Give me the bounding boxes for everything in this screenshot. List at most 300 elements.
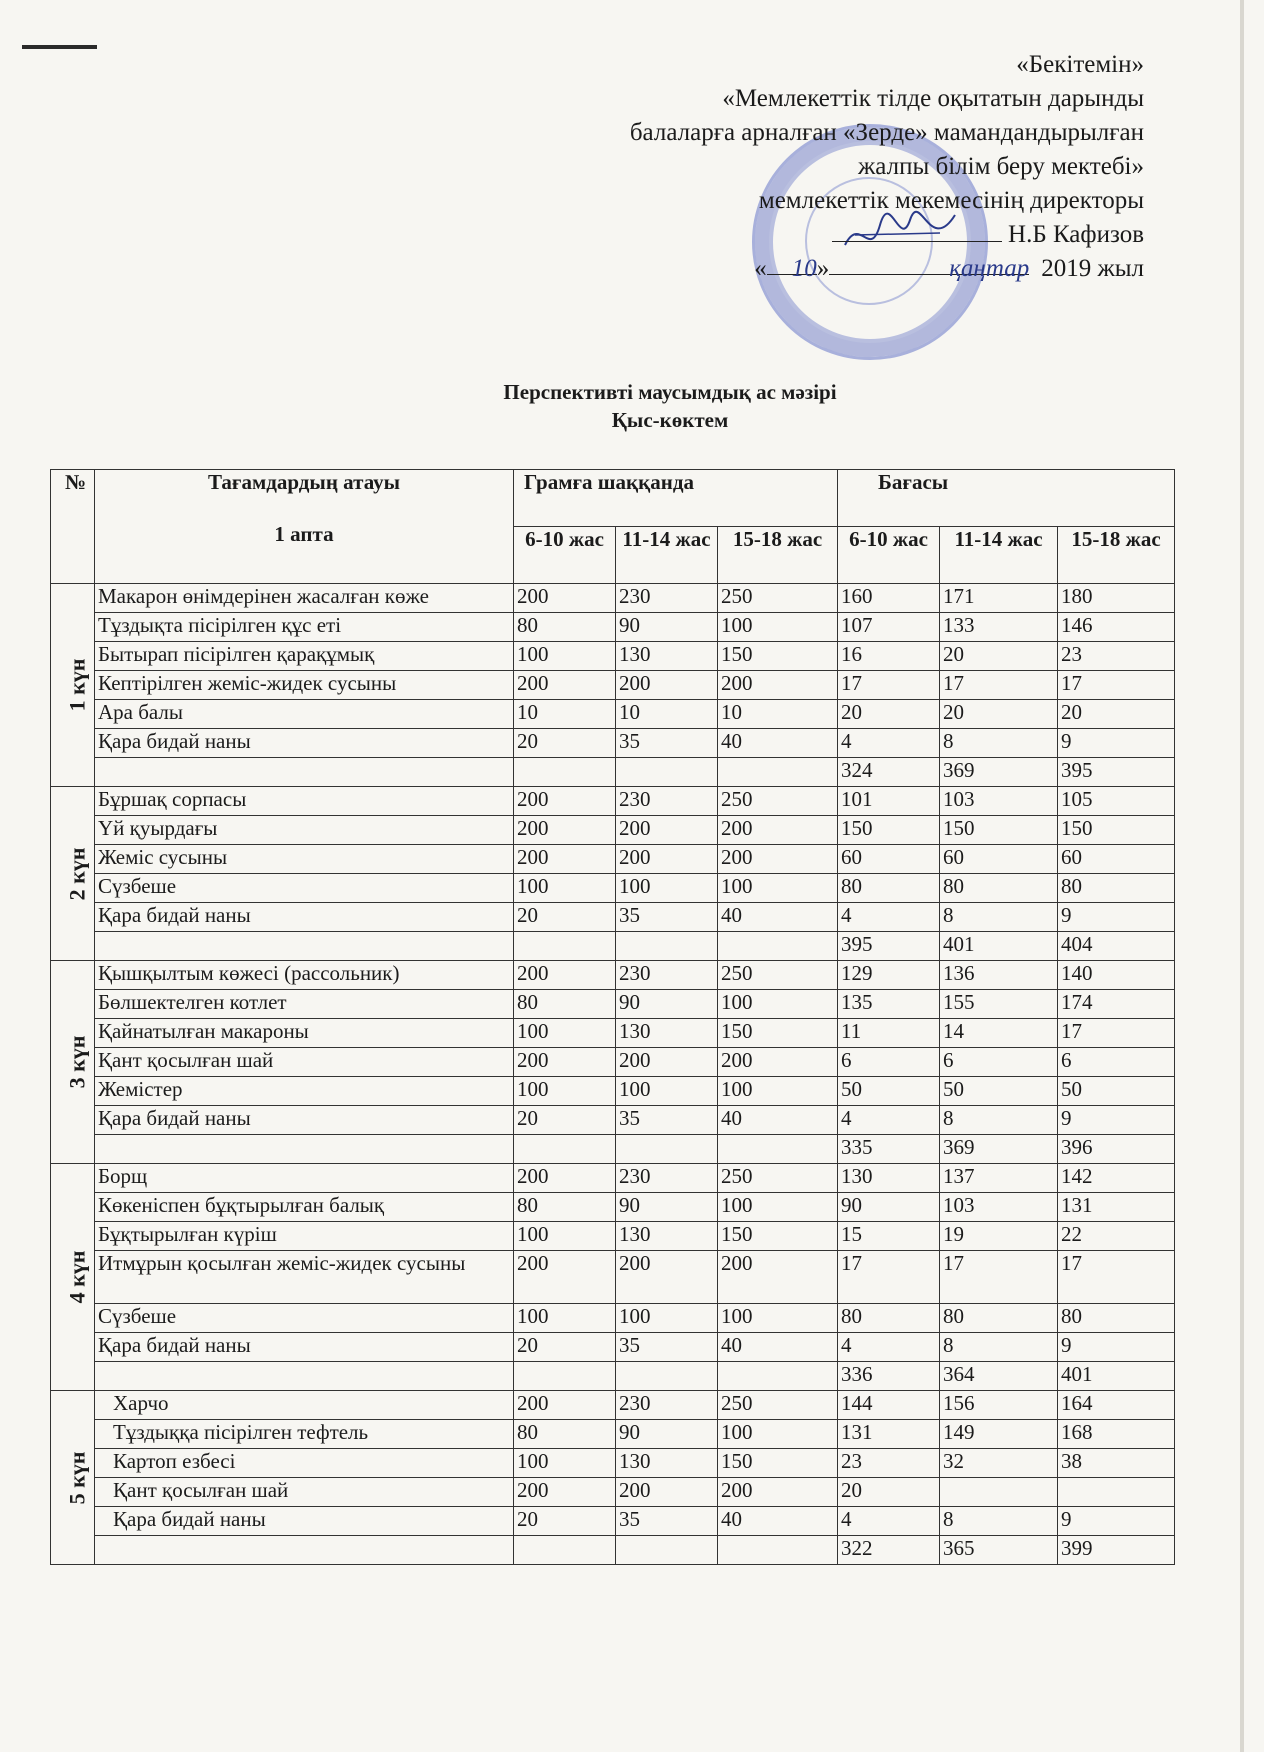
gram-cell: 250 <box>718 584 838 613</box>
gram-cell: 90 <box>616 1420 718 1449</box>
gram-cell: 35 <box>616 1507 718 1536</box>
empty-cell <box>95 758 514 787</box>
dish-name: Үй қуырдағы <box>95 816 514 845</box>
day-label-cell <box>51 1391 95 1565</box>
approval-block <box>630 48 1144 286</box>
price-cell: 156 <box>940 1391 1058 1420</box>
gram-cell: 130 <box>616 1019 718 1048</box>
day-total: 369 <box>940 758 1058 787</box>
price-cell: 155 <box>940 990 1058 1019</box>
dish-name: Тұздыққа пісірілген тефтель <box>95 1420 514 1449</box>
gram-cell: 150 <box>718 1222 838 1251</box>
age-header: 6-10 жас <box>514 527 616 584</box>
day-total-row <box>51 1536 1175 1565</box>
price-cell: 131 <box>1058 1193 1175 1222</box>
price-cell: 80 <box>1058 1304 1175 1333</box>
gram-cell: 200 <box>616 845 718 874</box>
price-cell: 80 <box>838 874 940 903</box>
price-cell: 23 <box>838 1449 940 1478</box>
gram-cell: 40 <box>718 903 838 932</box>
gram-cell: 100 <box>514 642 616 671</box>
gram-cell: 40 <box>718 729 838 758</box>
director-name: Н.Б Кафизов <box>1008 221 1144 248</box>
price-cell: 137 <box>940 1164 1058 1193</box>
price-cell: 180 <box>1058 584 1175 613</box>
day-total: 369 <box>940 1135 1058 1164</box>
gram-cell: 230 <box>616 1391 718 1420</box>
dish-name: Бұқтырылған күріш <box>95 1222 514 1251</box>
price-cell: 23 <box>1058 642 1175 671</box>
price-cell: 50 <box>1058 1077 1175 1106</box>
gram-cell: 90 <box>616 1193 718 1222</box>
header-num: № <box>51 470 95 584</box>
price-cell: 149 <box>940 1420 1058 1449</box>
price-cell: 9 <box>1058 903 1175 932</box>
document-title <box>0 378 1264 434</box>
price-cell: 103 <box>940 1193 1058 1222</box>
price-cell: 146 <box>1058 613 1175 642</box>
price-cell: 9 <box>1058 729 1175 758</box>
empty-cell <box>616 932 718 961</box>
price-cell: 8 <box>940 1106 1058 1135</box>
dish-name: Қара бидай наны <box>95 1507 514 1536</box>
dish-row <box>51 874 1175 903</box>
gram-cell: 100 <box>616 1077 718 1106</box>
price-cell: 131 <box>838 1420 940 1449</box>
subtitle-line: Қыс-көктем <box>611 408 729 432</box>
empty-cell <box>616 1362 718 1391</box>
gram-cell: 100 <box>514 1449 616 1478</box>
dish-row <box>51 1304 1175 1333</box>
gram-cell: 40 <box>718 1106 838 1135</box>
gram-cell: 90 <box>616 990 718 1019</box>
day-total-row <box>51 1135 1175 1164</box>
day-total: 395 <box>1058 758 1175 787</box>
day-total-row <box>51 758 1175 787</box>
price-cell: 4 <box>838 1106 940 1135</box>
gram-cell: 150 <box>718 1019 838 1048</box>
gram-cell: 130 <box>616 642 718 671</box>
price-cell: 80 <box>1058 874 1175 903</box>
dish-row <box>51 961 1175 990</box>
gram-cell: 200 <box>514 787 616 816</box>
price-cell: 60 <box>1058 845 1175 874</box>
day-label-cell <box>51 584 95 787</box>
price-cell: 32 <box>940 1449 1058 1478</box>
dish-name: Тұздықта пісірілген құс еті <box>95 613 514 642</box>
gram-cell: 200 <box>514 584 616 613</box>
price-cell: 9 <box>1058 1106 1175 1135</box>
price-cell: 103 <box>940 787 1058 816</box>
gram-cell: 200 <box>514 1251 616 1304</box>
age-header: 6-10 жас <box>838 527 940 584</box>
dish-name: Ара балы <box>95 700 514 729</box>
gram-cell: 200 <box>514 1048 616 1077</box>
empty-cell <box>95 932 514 961</box>
price-cell: 8 <box>940 1333 1058 1362</box>
gram-cell: 200 <box>718 1478 838 1507</box>
gram-cell: 200 <box>718 1251 838 1304</box>
header-row <box>51 470 1175 527</box>
gram-cell: 250 <box>718 787 838 816</box>
price-cell <box>940 1478 1058 1507</box>
day-total: 336 <box>838 1362 940 1391</box>
gram-cell: 150 <box>718 1449 838 1478</box>
dish-row <box>51 787 1175 816</box>
gram-cell: 200 <box>718 845 838 874</box>
header-dishes: Тағамдардың атауы 1 апта <box>95 470 514 584</box>
price-cell: 6 <box>940 1048 1058 1077</box>
date-year: 2019 жыл <box>1041 255 1144 282</box>
gram-cell: 150 <box>718 642 838 671</box>
price-cell: 144 <box>838 1391 940 1420</box>
dish-row <box>51 1507 1175 1536</box>
day-label-cell <box>51 961 95 1164</box>
day-label: 2 күн <box>64 847 90 900</box>
gram-cell: 100 <box>718 874 838 903</box>
gram-cell: 200 <box>718 671 838 700</box>
empty-cell <box>718 1135 838 1164</box>
gram-cell: 230 <box>616 787 718 816</box>
price-cell: 60 <box>838 845 940 874</box>
price-cell: 19 <box>940 1222 1058 1251</box>
dish-row <box>51 903 1175 932</box>
price-cell: 164 <box>1058 1391 1175 1420</box>
day-total: 396 <box>1058 1135 1175 1164</box>
gram-cell: 100 <box>616 1304 718 1333</box>
price-cell: 17 <box>838 671 940 700</box>
empty-cell <box>514 932 616 961</box>
day-total: 335 <box>838 1135 940 1164</box>
dish-row <box>51 1106 1175 1135</box>
price-cell: 6 <box>1058 1048 1175 1077</box>
day-total: 365 <box>940 1536 1058 1565</box>
day-total: 324 <box>838 758 940 787</box>
dish-name: Қайнатылған макароны <box>95 1019 514 1048</box>
gram-cell: 200 <box>616 1478 718 1507</box>
gram-cell: 230 <box>616 961 718 990</box>
dish-name: Жеміс сусыны <box>95 845 514 874</box>
dish-row <box>51 613 1175 642</box>
gram-cell: 200 <box>616 1048 718 1077</box>
dish-row <box>51 1449 1175 1478</box>
day-label: 1 күн <box>64 658 90 712</box>
day-label: 4 күн <box>64 1250 90 1304</box>
day-label: 5 күн <box>64 1451 90 1504</box>
price-cell: 150 <box>940 816 1058 845</box>
price-cell: 168 <box>1058 1420 1175 1449</box>
price-cell: 90 <box>838 1193 940 1222</box>
dish-row <box>51 1478 1175 1507</box>
empty-cell <box>514 758 616 787</box>
price-cell: 80 <box>940 1304 1058 1333</box>
empty-cell <box>718 758 838 787</box>
gram-cell: 250 <box>718 961 838 990</box>
gram-cell: 35 <box>616 1333 718 1362</box>
dish-row <box>51 1019 1175 1048</box>
price-cell: 142 <box>1058 1164 1175 1193</box>
gram-cell: 80 <box>514 1420 616 1449</box>
day-total: 404 <box>1058 932 1175 961</box>
gram-cell: 200 <box>514 671 616 700</box>
gram-cell: 250 <box>718 1164 838 1193</box>
price-cell: 8 <box>940 903 1058 932</box>
dish-row <box>51 584 1175 613</box>
price-cell: 174 <box>1058 990 1175 1019</box>
empty-cell <box>616 1536 718 1565</box>
dish-name: Кептірілген жеміс-жидек сусыны <box>95 671 514 700</box>
empty-cell <box>718 932 838 961</box>
price-cell: 8 <box>940 1507 1058 1536</box>
dish-row <box>51 700 1175 729</box>
price-cell: 135 <box>838 990 940 1019</box>
dish-row <box>51 1420 1175 1449</box>
approval-heading: «Бекітемін» <box>1016 51 1144 78</box>
gram-cell: 20 <box>514 903 616 932</box>
price-cell: 20 <box>940 700 1058 729</box>
price-cell <box>1058 1478 1175 1507</box>
price-cell: 4 <box>838 729 940 758</box>
gram-cell: 80 <box>514 613 616 642</box>
dish-row <box>51 845 1175 874</box>
gram-cell: 100 <box>718 1420 838 1449</box>
gram-cell: 100 <box>718 613 838 642</box>
day-total: 322 <box>838 1536 940 1565</box>
approval-line: мемлекеттік мекемесінің директоры <box>758 187 1144 214</box>
price-cell: 20 <box>940 642 1058 671</box>
price-cell: 9 <box>1058 1507 1175 1536</box>
gram-cell: 20 <box>514 1106 616 1135</box>
dish-name: Қара бидай наны <box>95 1106 514 1135</box>
dish-name: Борщ <box>95 1164 514 1193</box>
menu-body <box>51 584 1175 1565</box>
price-cell: 50 <box>838 1077 940 1106</box>
dish-name: Картоп езбесі <box>95 1449 514 1478</box>
dish-row <box>51 1193 1175 1222</box>
header-grams: Грамға шаққанда <box>514 470 838 527</box>
approval-line: «Мемлекеттік тілде оқытатын дарынды <box>722 85 1144 112</box>
gram-cell: 200 <box>616 816 718 845</box>
dish-row <box>51 729 1175 758</box>
price-cell: 17 <box>1058 1251 1175 1304</box>
day-label-cell <box>51 1164 95 1391</box>
date-day: 10 <box>767 252 817 275</box>
gram-cell: 130 <box>616 1449 718 1478</box>
header-week: 1 апта <box>274 522 334 546</box>
gram-cell: 250 <box>718 1391 838 1420</box>
age-header: 15-18 жас <box>1058 527 1175 584</box>
dish-name: Қара бидай наны <box>95 903 514 932</box>
gram-cell: 20 <box>514 729 616 758</box>
gram-cell: 200 <box>514 816 616 845</box>
price-cell: 17 <box>1058 1019 1175 1048</box>
dish-name: Қышқылтым көжесі (рассольник) <box>95 961 514 990</box>
dish-name: Макарон өнімдерінен жасалған көже <box>95 584 514 613</box>
gram-cell: 80 <box>514 990 616 1019</box>
dish-row <box>51 1391 1175 1420</box>
gram-cell: 100 <box>718 1193 838 1222</box>
gram-cell: 100 <box>718 990 838 1019</box>
gram-cell: 35 <box>616 903 718 932</box>
empty-cell <box>95 1362 514 1391</box>
date-month: қаңтар <box>829 252 1029 275</box>
gram-cell: 10 <box>514 700 616 729</box>
gram-cell: 100 <box>718 1304 838 1333</box>
dish-name: Сүзбеше <box>95 874 514 903</box>
dish-name: Харчо <box>95 1391 514 1420</box>
price-cell: 136 <box>940 961 1058 990</box>
dish-name: Бытырап пісірілген қарақұмық <box>95 642 514 671</box>
approval-date: « 10» қаңтар 2019 жыл <box>630 252 1144 286</box>
empty-cell <box>95 1135 514 1164</box>
price-cell: 6 <box>838 1048 940 1077</box>
day-total-row <box>51 932 1175 961</box>
gram-cell: 35 <box>616 1106 718 1135</box>
price-cell: 133 <box>940 613 1058 642</box>
gram-cell: 230 <box>616 1164 718 1193</box>
dish-row <box>51 1222 1175 1251</box>
dish-row <box>51 990 1175 1019</box>
dish-row <box>51 1333 1175 1362</box>
gram-cell: 40 <box>718 1333 838 1362</box>
gram-cell: 230 <box>616 584 718 613</box>
gram-cell: 130 <box>616 1222 718 1251</box>
age-header: 15-18 жас <box>718 527 838 584</box>
approval-line: балаларға арналған «Зерде» мамандандырылған <box>629 119 1144 146</box>
empty-cell <box>95 1536 514 1565</box>
approval-line: жалпы білім беру мектебі» <box>858 153 1144 180</box>
gram-cell: 10 <box>616 700 718 729</box>
dish-row <box>51 642 1175 671</box>
gram-cell: 200 <box>514 961 616 990</box>
gram-cell: 35 <box>616 729 718 758</box>
price-cell: 20 <box>1058 700 1175 729</box>
menu-table <box>50 469 1175 1565</box>
gram-cell: 100 <box>514 1019 616 1048</box>
corner-mark <box>22 45 97 49</box>
empty-cell <box>718 1362 838 1391</box>
dish-name: Қант қосылған шай <box>95 1048 514 1077</box>
price-cell: 60 <box>940 845 1058 874</box>
price-cell: 4 <box>838 903 940 932</box>
gram-cell: 10 <box>718 700 838 729</box>
price-cell: 107 <box>838 613 940 642</box>
dish-row <box>51 1164 1175 1193</box>
empty-cell <box>718 1536 838 1565</box>
signature-line <box>832 219 1002 242</box>
price-cell: 17 <box>940 1251 1058 1304</box>
gram-cell: 200 <box>616 671 718 700</box>
dish-name: Бұршақ сорпасы <box>95 787 514 816</box>
gram-cell: 100 <box>514 1304 616 1333</box>
price-cell: 17 <box>940 671 1058 700</box>
gram-cell: 200 <box>514 1391 616 1420</box>
gram-cell: 20 <box>514 1333 616 1362</box>
gram-cell: 90 <box>616 613 718 642</box>
day-label: 3 күн <box>64 1035 90 1089</box>
gram-cell: 200 <box>616 1251 718 1304</box>
day-total: 364 <box>940 1362 1058 1391</box>
price-cell: 101 <box>838 787 940 816</box>
price-cell: 4 <box>838 1333 940 1362</box>
gram-cell: 200 <box>514 1478 616 1507</box>
gram-cell: 200 <box>718 816 838 845</box>
price-cell: 9 <box>1058 1333 1175 1362</box>
price-cell: 11 <box>838 1019 940 1048</box>
gram-cell: 100 <box>514 1222 616 1251</box>
gram-cell: 200 <box>514 845 616 874</box>
dish-name: Қара бидай наны <box>95 1333 514 1362</box>
gram-cell: 200 <box>514 1164 616 1193</box>
dish-name: Бөлшектелген котлет <box>95 990 514 1019</box>
gram-cell: 100 <box>718 1077 838 1106</box>
price-cell: 80 <box>940 874 1058 903</box>
dish-name: Қант қосылған шай <box>95 1478 514 1507</box>
gram-cell: 80 <box>514 1193 616 1222</box>
price-cell: 38 <box>1058 1449 1175 1478</box>
empty-cell <box>514 1536 616 1565</box>
price-cell: 129 <box>838 961 940 990</box>
day-total: 401 <box>940 932 1058 961</box>
day-label-cell <box>51 787 95 961</box>
empty-cell <box>616 1135 718 1164</box>
empty-cell <box>616 758 718 787</box>
day-total: 401 <box>1058 1362 1175 1391</box>
dish-name: Жемістер <box>95 1077 514 1106</box>
price-cell: 22 <box>1058 1222 1175 1251</box>
dish-name: Сүзбеше <box>95 1304 514 1333</box>
price-cell: 50 <box>940 1077 1058 1106</box>
header-price: Бағасы <box>838 470 1175 527</box>
title-line: Перспективті маусымдық ас мәзірі <box>503 380 837 404</box>
price-cell: 17 <box>1058 671 1175 700</box>
day-total-row <box>51 1362 1175 1391</box>
price-cell: 14 <box>940 1019 1058 1048</box>
price-cell: 8 <box>940 729 1058 758</box>
price-cell: 15 <box>838 1222 940 1251</box>
price-cell: 20 <box>838 700 940 729</box>
dish-row <box>51 816 1175 845</box>
dish-row <box>51 1048 1175 1077</box>
price-cell: 150 <box>838 816 940 845</box>
empty-cell <box>514 1135 616 1164</box>
price-cell: 4 <box>838 1507 940 1536</box>
price-cell: 140 <box>1058 961 1175 990</box>
gram-cell: 100 <box>514 874 616 903</box>
age-header: 11-14 жас <box>616 527 718 584</box>
dish-row <box>51 1077 1175 1106</box>
gram-cell: 20 <box>514 1507 616 1536</box>
empty-cell <box>514 1362 616 1391</box>
dish-name: Қара бидай наны <box>95 729 514 758</box>
gram-cell: 100 <box>514 1077 616 1106</box>
dish-row <box>51 1251 1175 1304</box>
price-cell: 160 <box>838 584 940 613</box>
dish-row <box>51 671 1175 700</box>
price-cell: 105 <box>1058 787 1175 816</box>
price-cell: 16 <box>838 642 940 671</box>
gram-cell: 100 <box>616 874 718 903</box>
price-cell: 150 <box>1058 816 1175 845</box>
gram-cell: 40 <box>718 1507 838 1536</box>
dish-name: Итмұрын қосылған жеміс-жидек сусыны <box>95 1251 514 1304</box>
day-total: 395 <box>838 932 940 961</box>
price-cell: 130 <box>838 1164 940 1193</box>
age-header: 11-14 жас <box>940 527 1058 584</box>
page-edge <box>1240 0 1244 1752</box>
director-line <box>630 218 1144 252</box>
day-total: 399 <box>1058 1536 1175 1565</box>
